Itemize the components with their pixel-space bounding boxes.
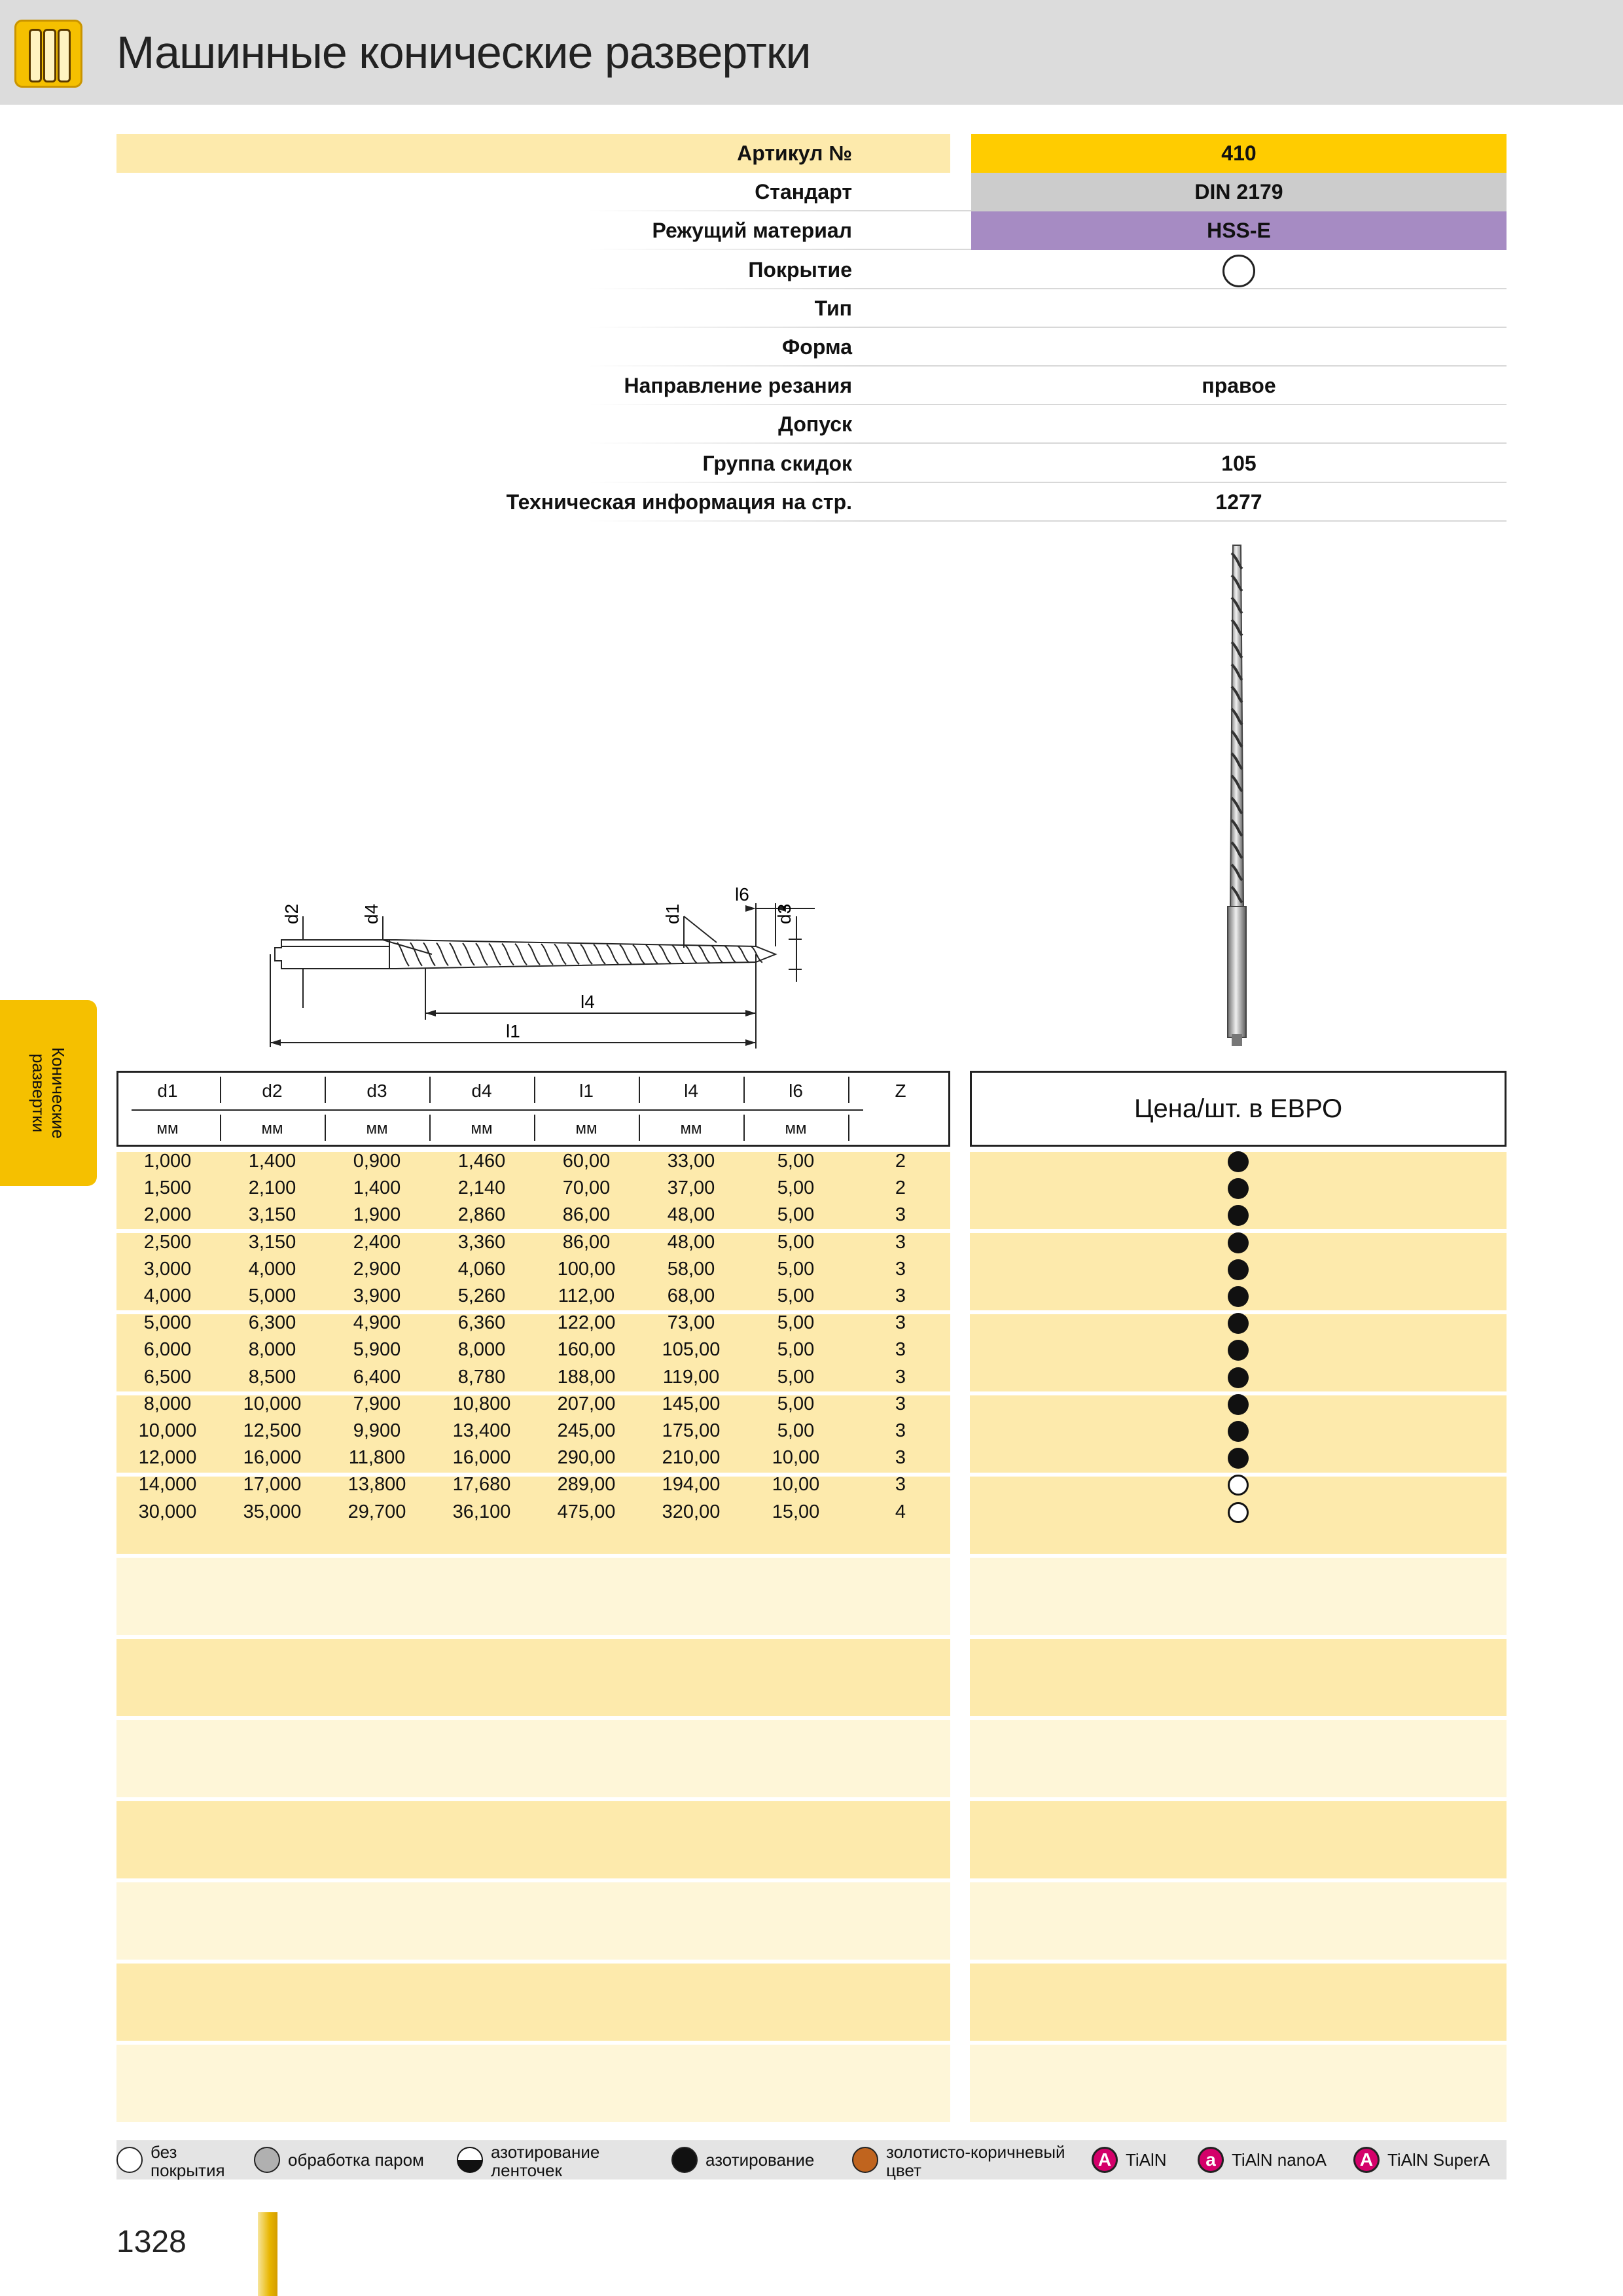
cell-d4: 5,260 — [457, 1285, 506, 1306]
table-row — [116, 1391, 950, 1418]
cell-d1: 3,000 — [143, 1258, 192, 1280]
legend-label-line2: цвет — [886, 2161, 921, 2180]
in-stock-icon — [1228, 1286, 1249, 1307]
cell-l6: 5,00 — [777, 1366, 815, 1388]
spec-label: Техническая информация на стр. — [506, 490, 852, 514]
cell-l1: 475,00 — [557, 1501, 616, 1522]
page-header — [0, 0, 1623, 105]
spec-row — [116, 173, 1507, 211]
legend-label-line1: обработка паром — [288, 2150, 424, 2170]
helix-line — [580, 944, 592, 964]
cell-d1: 6,500 — [143, 1366, 192, 1388]
legend-label — [886, 2143, 1065, 2179]
cell-l6: 5,00 — [777, 1312, 815, 1334]
cell-z: 3 — [895, 1420, 906, 1441]
land-nitriding-icon — [457, 2147, 483, 2173]
reamer-photo — [1204, 540, 1270, 1050]
cell-d2: 17,000 — [243, 1474, 302, 1496]
helix-line — [554, 944, 566, 964]
table-row — [116, 1310, 950, 1336]
cell-l4: 210,00 — [662, 1447, 721, 1469]
column-separator — [220, 1115, 221, 1141]
spec-label: Допуск — [778, 412, 852, 437]
helix-line — [410, 942, 422, 966]
table-row — [116, 1499, 950, 1526]
column-separator — [639, 1077, 640, 1103]
spec-label: Группа скидок — [702, 451, 852, 475]
column-unit: мм — [366, 1120, 388, 1138]
cell-d4: 6,360 — [457, 1312, 506, 1334]
helix-line — [672, 945, 684, 963]
cell-l6: 5,00 — [777, 1231, 815, 1253]
cell-d1: 12,000 — [138, 1447, 197, 1469]
cell-l4: 105,00 — [662, 1339, 721, 1361]
cell-d3: 13,800 — [348, 1474, 406, 1496]
section-tab-label: Конические развертки — [29, 1047, 68, 1139]
helix-line — [541, 944, 553, 965]
table-band — [116, 1801, 950, 1878]
spec-value: DIN 2179 — [971, 173, 1507, 211]
cell-d1: 5,000 — [143, 1312, 192, 1334]
cell-z: 3 — [895, 1366, 906, 1388]
cell-d2: 8,000 — [248, 1339, 296, 1361]
page-accent-bar — [258, 2212, 277, 2296]
coating-legend — [116, 2140, 1507, 2179]
helix-line — [646, 945, 658, 963]
cell-l4: 48,00 — [667, 1204, 715, 1226]
helix-line — [685, 945, 697, 963]
cell-d4: 17,680 — [452, 1474, 511, 1496]
legend-label — [491, 2143, 599, 2179]
table-band — [116, 1882, 950, 1960]
uncoated-circle-icon — [1222, 255, 1255, 287]
cell-l1: 86,00 — [562, 1231, 611, 1253]
cell-z: 3 — [895, 1204, 906, 1226]
cell-d2: 3,150 — [248, 1204, 296, 1226]
spec-value — [971, 328, 1507, 367]
column-unit: мм — [575, 1120, 597, 1138]
cell-z: 3 — [895, 1447, 906, 1469]
table-band — [970, 1720, 1507, 1797]
legend-label-line1: азотирование — [705, 2150, 815, 2170]
table-band — [970, 1964, 1507, 2041]
column-separator — [429, 1115, 431, 1141]
table-row — [116, 1336, 950, 1363]
cell-d1: 8,000 — [143, 1393, 192, 1414]
cell-z: 2 — [895, 1177, 906, 1199]
table-row — [116, 1148, 950, 1175]
cell-d1: 2,500 — [143, 1231, 192, 1253]
cell-d4: 13,400 — [452, 1420, 511, 1441]
cell-l6: 5,00 — [777, 1393, 815, 1414]
cell-z: 3 — [895, 1393, 906, 1414]
table-row — [116, 1364, 950, 1391]
cell-d3: 11,800 — [348, 1447, 406, 1469]
spec-value: 105 — [1221, 451, 1257, 475]
spec-label: Тип — [814, 296, 852, 320]
cell-l6: 5,00 — [777, 1258, 815, 1280]
column-separator — [534, 1115, 535, 1141]
column-header: d3 — [366, 1081, 387, 1101]
cell-l6: 5,00 — [777, 1285, 815, 1306]
cell-d1: 14,000 — [138, 1474, 197, 1496]
helix-line — [423, 942, 435, 965]
cell-d1: 1,000 — [143, 1151, 192, 1172]
on-request-icon — [1228, 1502, 1249, 1523]
in-stock-icon — [1228, 1178, 1249, 1199]
dimension-table-header — [116, 1071, 950, 1147]
label-l4: l4 — [580, 992, 595, 1012]
cell-d4: 8,000 — [457, 1339, 506, 1361]
spec-row — [116, 367, 1507, 405]
column-header: Z — [895, 1081, 906, 1101]
table-band — [970, 1882, 1507, 1960]
spec-label: Стандарт — [755, 180, 852, 204]
cell-d4: 10,800 — [452, 1393, 511, 1414]
cell-d3: 3,900 — [353, 1285, 401, 1306]
table-band — [116, 1720, 950, 1797]
cell-d2: 3,150 — [248, 1231, 296, 1253]
helix-line — [607, 944, 618, 964]
cell-l4: 119,00 — [662, 1366, 720, 1388]
in-stock-icon — [1228, 1448, 1249, 1469]
cell-z: 3 — [895, 1474, 906, 1496]
cell-l4: 320,00 — [662, 1501, 721, 1522]
cell-d2: 35,000 — [243, 1501, 302, 1522]
cell-l1: 188,00 — [557, 1366, 616, 1388]
cell-l4: 37,00 — [667, 1177, 715, 1199]
cell-l6: 5,00 — [777, 1204, 815, 1226]
column-separator — [848, 1115, 849, 1141]
spec-label: Форма — [781, 335, 852, 359]
cell-l1: 100,00 — [557, 1258, 616, 1280]
cell-z: 3 — [895, 1258, 906, 1280]
section-tab[interactable] — [0, 1000, 97, 1186]
spec-label: Режущий материал — [652, 219, 852, 243]
column-separator — [743, 1115, 745, 1141]
page-number: 1328 — [116, 2225, 187, 2259]
spec-row — [116, 289, 1507, 328]
spec-value — [971, 405, 1507, 444]
cell-d3: 2,400 — [353, 1231, 401, 1253]
cell-d2: 1,400 — [248, 1151, 296, 1172]
helix-line — [528, 944, 540, 965]
table-band — [116, 2045, 950, 2122]
helix-line — [476, 943, 488, 965]
column-header: l1 — [579, 1081, 594, 1101]
cell-l1: 160,00 — [557, 1339, 616, 1361]
cell-d3: 0,900 — [353, 1151, 401, 1172]
helix-line — [502, 944, 514, 965]
column-separator — [325, 1115, 326, 1141]
in-stock-icon — [1228, 1421, 1249, 1442]
cell-d4: 4,060 — [457, 1258, 506, 1280]
helix-line — [489, 943, 501, 965]
cell-d3: 6,400 — [353, 1366, 401, 1388]
cell-z: 3 — [895, 1339, 906, 1361]
tialn-nanoa-icon: a — [1198, 2147, 1224, 2173]
spec-row — [116, 134, 1507, 173]
column-separator — [325, 1077, 326, 1103]
in-stock-icon — [1228, 1313, 1249, 1334]
cell-d4: 16,000 — [452, 1447, 511, 1469]
uncoated-icon — [116, 2147, 143, 2173]
column-unit: мм — [785, 1120, 807, 1138]
spec-row — [116, 444, 1507, 483]
cell-d1: 4,000 — [143, 1285, 192, 1306]
tialn-icon: A — [1092, 2147, 1118, 2173]
cell-d2: 12,500 — [243, 1420, 302, 1441]
column-separator — [743, 1077, 745, 1103]
table-band — [970, 2045, 1507, 2122]
cell-d3: 29,700 — [348, 1501, 406, 1522]
table-row — [116, 1175, 950, 1202]
cell-l4: 73,00 — [667, 1312, 715, 1334]
cell-z: 4 — [895, 1501, 906, 1522]
helix-line — [463, 943, 474, 965]
table-row — [116, 1283, 950, 1310]
column-unit: мм — [156, 1120, 179, 1138]
label-l6: l6 — [735, 884, 749, 905]
cell-d4: 3,360 — [457, 1231, 506, 1253]
cell-l6: 15,00 — [772, 1501, 820, 1522]
cell-l1: 207,00 — [557, 1393, 616, 1414]
cell-d2: 6,300 — [248, 1312, 296, 1334]
in-stock-icon — [1228, 1394, 1249, 1415]
legend-label — [288, 2151, 424, 2169]
nitriding-icon — [671, 2147, 698, 2173]
cell-l4: 58,00 — [667, 1258, 715, 1280]
cell-l4: 194,00 — [662, 1474, 721, 1496]
cell-d3: 9,900 — [353, 1420, 401, 1441]
column-separator — [429, 1077, 431, 1103]
table-band — [970, 1639, 1507, 1716]
cell-d3: 1,900 — [353, 1204, 401, 1226]
helix-line — [698, 946, 710, 963]
helix-line — [724, 946, 736, 963]
page-title: Машинные конические развертки — [116, 27, 811, 78]
cell-z: 3 — [895, 1231, 906, 1253]
table-row — [116, 1202, 950, 1229]
table-row — [116, 1471, 950, 1498]
spec-row — [116, 211, 1507, 250]
spec-label: Покрытие — [748, 257, 852, 281]
cell-d4: 2,140 — [457, 1177, 506, 1199]
cell-z: 3 — [895, 1285, 906, 1306]
spec-value: HSS-E — [971, 211, 1507, 250]
table-row — [116, 1229, 950, 1256]
cell-l1: 245,00 — [557, 1420, 616, 1441]
in-stock-icon — [1228, 1232, 1249, 1253]
steam-treated-icon — [254, 2147, 280, 2173]
cell-l4: 48,00 — [667, 1231, 715, 1253]
legend-label-line1: TiAlN nanoA — [1232, 2150, 1327, 2170]
cell-d2: 10,000 — [243, 1393, 302, 1414]
spec-row — [116, 251, 1507, 289]
table-row — [116, 1418, 950, 1444]
cell-d3: 7,900 — [353, 1393, 401, 1414]
label-d2: d2 — [281, 903, 302, 924]
cell-l1: 122,00 — [557, 1312, 616, 1334]
cell-l1: 290,00 — [557, 1447, 616, 1469]
cell-l1: 70,00 — [562, 1177, 611, 1199]
spec-value: правое — [1202, 374, 1276, 398]
table-row — [116, 1256, 950, 1283]
cell-d2: 4,000 — [248, 1258, 296, 1280]
column-unit: мм — [471, 1120, 493, 1138]
table-band — [116, 1639, 950, 1716]
tialn-supera-icon: A — [1353, 2147, 1380, 2173]
cell-d2: 2,100 — [248, 1177, 296, 1199]
column-separator — [639, 1115, 640, 1141]
label-l1: l1 — [506, 1021, 520, 1041]
spec-value: 1277 — [1215, 490, 1262, 514]
price-column-header: Цена/шт. в ЕВРО — [970, 1071, 1507, 1147]
legend-label-line1: TiAlN SuperA — [1387, 2150, 1490, 2170]
cell-l1: 112,00 — [558, 1285, 615, 1306]
table-band — [970, 1801, 1507, 1878]
cell-l6: 5,00 — [777, 1177, 815, 1199]
cell-d1: 6,000 — [143, 1339, 192, 1361]
spec-value: 410 — [971, 134, 1507, 173]
cell-l4: 175,00 — [662, 1420, 721, 1441]
cell-d1: 2,000 — [143, 1204, 192, 1226]
spec-label: Направление резания — [624, 374, 852, 398]
column-unit: мм — [680, 1120, 702, 1138]
legend-label — [705, 2151, 814, 2169]
column-header: d1 — [157, 1081, 178, 1101]
legend-label-line2: покрытия — [151, 2161, 225, 2180]
cell-z: 2 — [895, 1151, 906, 1172]
legend-label-line1: без — [151, 2142, 177, 2162]
in-stock-icon — [1228, 1259, 1249, 1280]
table-band — [116, 1558, 950, 1635]
legend-label-line1: TiAlN — [1126, 2150, 1167, 2170]
label-d4: d4 — [361, 903, 382, 924]
cell-l6: 5,00 — [777, 1151, 815, 1172]
label-d3: d3 — [774, 903, 794, 924]
spec-value — [971, 289, 1507, 328]
legend-label — [1126, 2151, 1167, 2169]
helix-line — [633, 945, 645, 964]
table-band — [116, 1964, 950, 2041]
cell-l6: 5,00 — [777, 1420, 815, 1441]
cell-l6: 10,00 — [772, 1474, 820, 1496]
gold-brown-icon — [852, 2147, 878, 2173]
cell-l6: 10,00 — [772, 1447, 820, 1469]
legend-label — [1387, 2151, 1490, 2169]
header-divider — [132, 1109, 863, 1111]
spec-row — [116, 328, 1507, 367]
helix-line — [659, 945, 671, 963]
helix-line — [450, 943, 461, 965]
column-separator — [534, 1077, 535, 1103]
helix-line — [738, 946, 749, 963]
column-header: l6 — [789, 1081, 803, 1101]
cell-z: 3 — [895, 1312, 906, 1334]
cell-d3: 2,900 — [353, 1258, 401, 1280]
cell-d4: 36,100 — [452, 1501, 511, 1522]
column-unit: мм — [261, 1120, 283, 1138]
helix-line — [711, 946, 723, 963]
helix-line — [567, 944, 579, 965]
label-d1: d1 — [662, 903, 683, 924]
cell-d4: 8,780 — [457, 1366, 506, 1388]
cell-d3: 1,400 — [353, 1177, 401, 1199]
helix-line — [437, 943, 448, 966]
legend-label-line1: золотисто-коричневый — [886, 2142, 1065, 2162]
helix-line — [594, 944, 605, 964]
spec-label: Артикул № — [737, 141, 852, 165]
spec-row — [116, 405, 1507, 444]
cell-l1: 86,00 — [562, 1204, 611, 1226]
column-separator — [848, 1077, 849, 1103]
column-header: l4 — [684, 1081, 698, 1101]
cell-l6: 5,00 — [777, 1339, 815, 1361]
cell-d2: 5,000 — [248, 1285, 296, 1306]
reamer-technical-drawing — [259, 877, 815, 1054]
cell-l4: 145,00 — [662, 1393, 721, 1414]
spec-row — [116, 483, 1507, 522]
cell-l4: 33,00 — [667, 1151, 715, 1172]
cell-l1: 60,00 — [562, 1151, 611, 1172]
cell-d2: 16,000 — [243, 1447, 302, 1469]
spec-value — [971, 251, 1507, 289]
cell-d3: 4,900 — [353, 1312, 401, 1334]
column-header: d4 — [471, 1081, 492, 1101]
legend-label — [1232, 2151, 1327, 2169]
table-row — [116, 1444, 950, 1471]
helix-line — [515, 944, 527, 965]
legend-label-line1: азотирование — [491, 2142, 600, 2162]
cell-d1: 30,000 — [138, 1501, 197, 1522]
helix-line — [620, 944, 632, 963]
in-stock-icon — [1228, 1151, 1249, 1172]
column-separator — [220, 1077, 221, 1103]
table-band — [970, 1558, 1507, 1635]
cell-d1: 10,000 — [138, 1420, 197, 1441]
cell-l1: 289,00 — [557, 1474, 616, 1496]
legend-label — [151, 2143, 225, 2179]
in-stock-icon — [1228, 1367, 1249, 1388]
reamer-tool-icon — [14, 20, 82, 88]
cell-d2: 8,500 — [248, 1366, 296, 1388]
cell-d4: 2,860 — [457, 1204, 506, 1226]
cell-d4: 1,460 — [457, 1151, 506, 1172]
cell-l4: 68,00 — [667, 1285, 715, 1306]
cell-d1: 1,500 — [143, 1177, 192, 1199]
column-header: d2 — [262, 1081, 283, 1101]
legend-label-line2: ленточек — [491, 2161, 562, 2180]
cell-d3: 5,900 — [353, 1339, 401, 1361]
